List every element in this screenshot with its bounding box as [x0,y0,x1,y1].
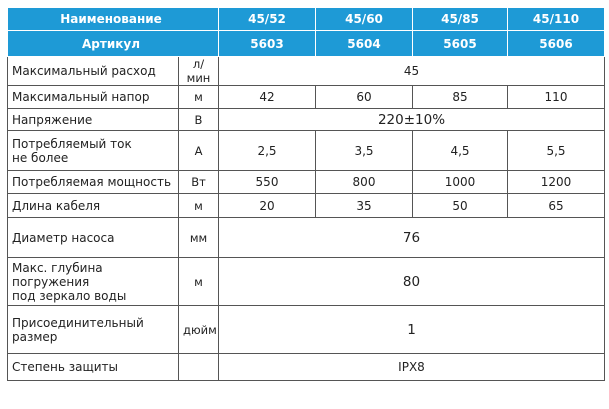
row-protection [8,354,605,381]
row-cable [8,194,605,218]
max-flow-unit: л/мин [179,57,219,86]
cable-label: Длина кабеля [8,194,179,218]
connection-unit: дюйм [179,306,219,354]
protection-label: Степень защиты [8,354,179,381]
max-head-value-3: 85 [413,86,508,109]
cable-unit: м [179,194,219,218]
header-row-name [8,8,605,31]
header-model-1: 45/52 [219,8,316,31]
max-head-value-1: 42 [219,86,316,109]
power-value-1: 550 [219,171,316,194]
depth-value: 80 [219,258,605,306]
voltage-unit: В [179,109,219,131]
max-flow-label: Максимальный расход [8,57,179,86]
depth-label [8,258,179,306]
max-head-value-4: 110 [508,86,605,109]
cable-value-1: 20 [219,194,316,218]
diameter-value: 76 [219,218,605,258]
row-max-head [8,86,605,109]
max-head-label: Максимальный напор [8,86,179,109]
connection-value: 1 [219,306,605,354]
diameter-unit: мм [179,218,219,258]
voltage-label: Напряжение [8,109,179,131]
current-label-line1: Потребляемый ток [12,136,132,151]
article-4: 5606 [508,31,605,57]
protection-unit [179,354,219,381]
power-value-2: 800 [316,171,413,194]
power-value-3: 1000 [413,171,508,194]
current-value-3: 4,5 [413,131,508,171]
row-diameter [8,218,605,258]
article-3: 5605 [413,31,508,57]
max-head-value-2: 60 [316,86,413,109]
specifications-table [7,7,605,381]
diameter-label: Диаметр насоса [8,218,179,258]
cable-value-2: 35 [316,194,413,218]
row-connection [8,306,605,354]
current-label-line2: не более [12,150,69,165]
current-label [8,131,179,171]
header-row-article [8,31,605,57]
power-unit: Вт [179,171,219,194]
max-head-unit: м [179,86,219,109]
current-value-1: 2,5 [219,131,316,171]
row-voltage [8,109,605,131]
max-flow-value: 45 [219,57,605,86]
depth-unit: м [179,258,219,306]
header-model-4: 45/110 [508,8,605,31]
row-power [8,171,605,194]
header-name-label: Наименование [8,8,219,31]
article-2: 5604 [316,31,413,57]
cable-value-4: 65 [508,194,605,218]
depth-label-line1: Макс. глубина погружения [12,260,103,289]
header-model-3: 45/85 [413,8,508,31]
current-value-2: 3,5 [316,131,413,171]
protection-value: IPX8 [219,354,605,381]
voltage-value: 220±10% [219,109,605,131]
header-model-2: 45/60 [316,8,413,31]
power-label: Потребляемая мощность [8,171,179,194]
header-article-label: Артикул [8,31,219,57]
article-1: 5603 [219,31,316,57]
current-unit: А [179,131,219,171]
current-value-4: 5,5 [508,131,605,171]
power-value-4: 1200 [508,171,605,194]
row-current [8,131,605,171]
connection-label: Присоединительный размер [8,306,179,354]
row-max-flow [8,57,605,86]
cable-value-3: 50 [413,194,508,218]
row-depth [8,258,605,306]
depth-label-line2: под зеркало воды [12,288,127,303]
